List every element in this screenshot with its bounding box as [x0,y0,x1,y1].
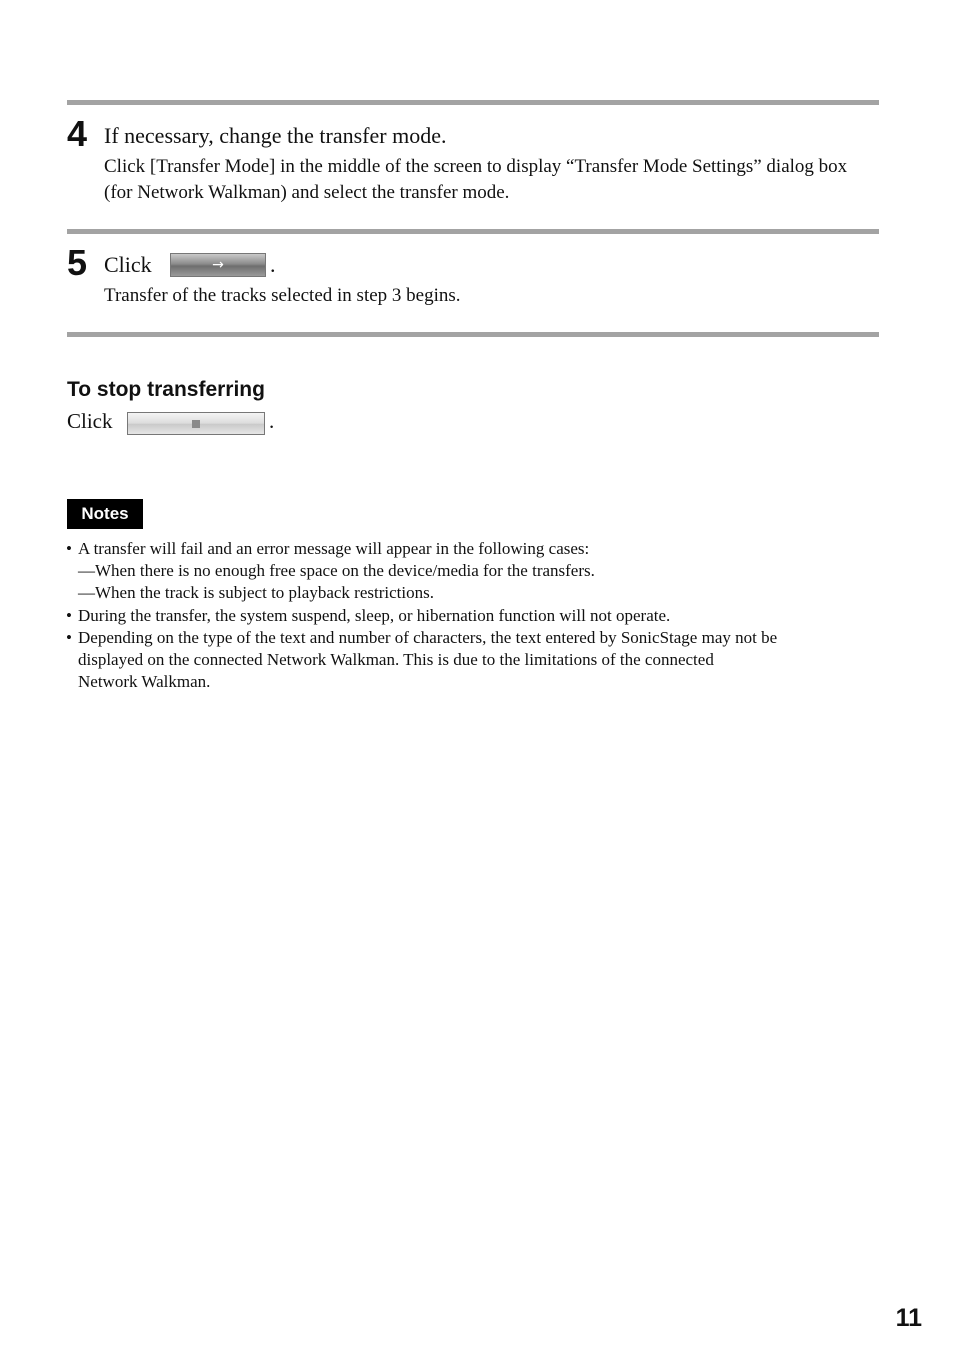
stop-button-image [127,412,265,435]
section-heading: To stop transferring [67,378,265,401]
step-title: If necessary, change the transfer mode. [104,123,447,148]
section-divider [67,229,879,234]
notes-label: Notes [67,499,143,529]
stop-click-label: Click [67,409,113,433]
note-subitem: —When the track is subject to playback restrictions. [78,583,434,602]
step-click-label: Click [104,252,152,277]
transfer-button-image [170,253,266,277]
note-text: A transfer will fail and an error message will appear in the following cases: [78,539,590,558]
section-divider-top [67,100,879,105]
note-subitem: —When there is no enough free space on the device/media for the transfers. [78,561,595,580]
step-description: Click [Transfer Mode] in the middle of the screen to display “Transfer Mode Settings” dialog box (for Network Walkman) and select the transfer mode. [104,156,848,203]
bullet-icon: • [66,539,72,558]
bullet-icon: • [66,628,72,647]
note-text: During the transfer, the system suspend, sleep, or hibernation function will not operate. [78,606,671,625]
sentence-period: . [270,252,276,277]
page-number: 11 [895,1304,922,1332]
step-description: Transfer of the tracks selected in step 3 begins. [104,285,461,306]
stop-square-icon [192,420,200,428]
note-text: displayed on the connected Network Walkman. This is due to the limitations of the connected [78,650,714,669]
step-number: 5 [67,242,88,283]
section-divider-bottom [67,332,879,337]
right-arrow-icon: → [212,257,224,273]
step-number: 4 [67,113,88,154]
bullet-icon: • [66,606,72,625]
note-text: Network Walkman. [78,672,211,691]
note-text: Depending on the type of the text and number of characters, the text entered by SonicStage may not be [78,628,778,647]
sentence-period: . [269,409,275,433]
